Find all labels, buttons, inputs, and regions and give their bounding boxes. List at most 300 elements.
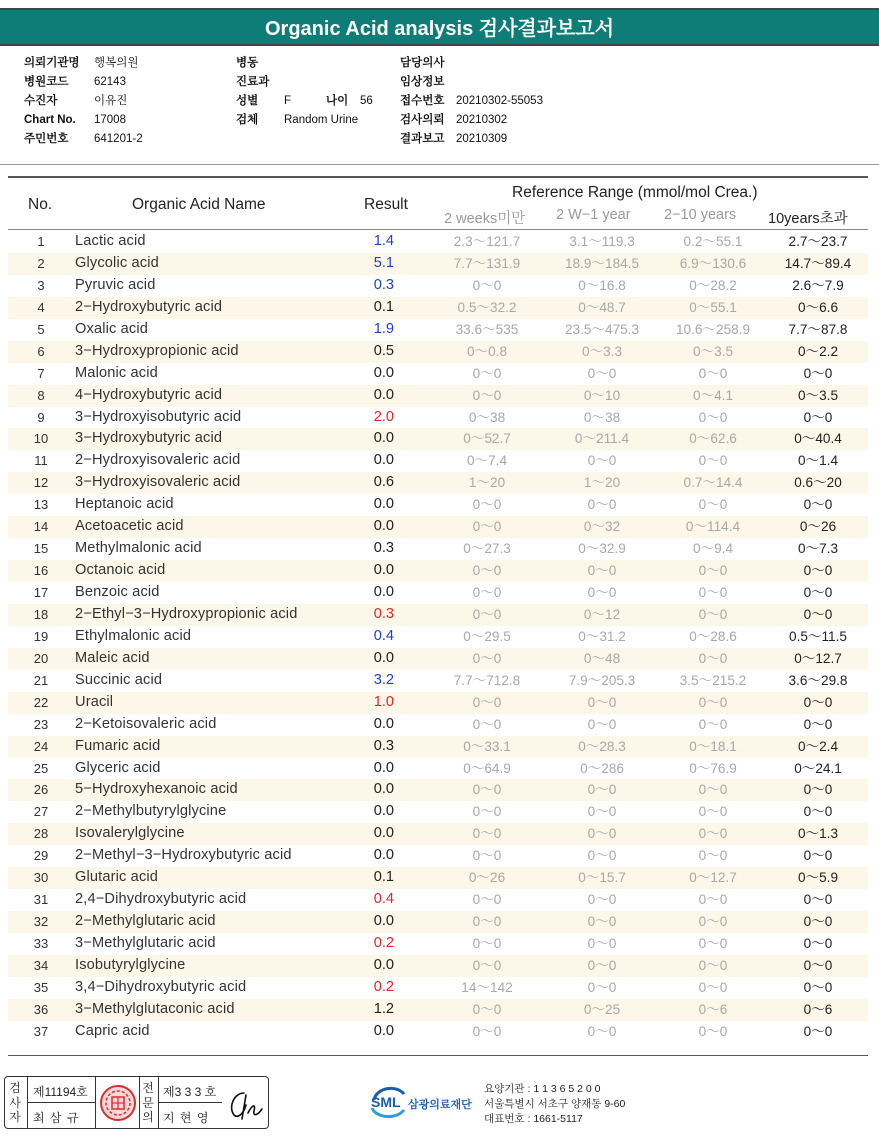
row-ref-1year: 0～12: [583, 606, 621, 622]
row-ref-1year: 0～0: [587, 826, 617, 842]
row-ref-10years: 0～62.6: [689, 431, 737, 447]
row-ref-10years: 0～0: [698, 585, 728, 600]
table-row: [8, 692, 868, 714]
row-acid-name: Glutaric acid: [75, 869, 159, 886]
table-row: [8, 845, 868, 867]
row-ref-1year: 0～0: [587, 694, 617, 710]
row-ref-10years: 0～0: [698, 694, 728, 710]
row-ref-over10years: 0～0: [803, 804, 833, 820]
row-ref-2weeks: 14～142: [461, 979, 513, 995]
row-ref-over10years: 3.6～29.8: [788, 672, 848, 688]
row-result: 0.3: [373, 540, 394, 557]
info-value: 20210302: [456, 114, 508, 126]
row-no: 14: [33, 519, 49, 535]
row-no: 22: [33, 694, 49, 710]
row-no: 21: [33, 672, 49, 688]
row-no: 1: [37, 234, 45, 249]
row-ref-over10years: 0～1.3: [797, 826, 839, 842]
row-acid-name: Succinic acid: [75, 671, 163, 688]
row-ref-2weeks: 0～0: [472, 936, 502, 951]
row-ref-10years: 0～6: [698, 1001, 728, 1017]
row-result: 0.0: [373, 649, 394, 666]
row-ref-2weeks: 0～0: [472, 957, 502, 973]
row-acid-name: Glycolic acid: [75, 254, 159, 271]
row-ref-2weeks: 0～0: [472, 277, 502, 293]
info-row: [24, 92, 143, 111]
row-ref-1year: 0～0: [587, 365, 617, 381]
row-acid-name: 3−Hydroxyisovaleric acid: [75, 474, 241, 491]
lab-phone: 대표번호 : 1661-5117: [484, 1113, 583, 1125]
row-acid-name: Lactic acid: [75, 233, 146, 249]
row-result: 1.2: [373, 1000, 394, 1017]
row-ref-1year: 18.9～184.5: [564, 255, 640, 271]
table-row: [8, 472, 868, 494]
header-no: No.: [28, 196, 53, 213]
row-ref-10years: 0～0: [698, 650, 728, 666]
row-ref-over10years: 0～12.7: [794, 650, 842, 666]
lab-info: [484, 1082, 625, 1127]
info-row: [236, 111, 373, 130]
row-no: 31: [33, 892, 49, 908]
row-ref-over10years: 0～0: [803, 716, 833, 732]
row-acid-name: Capric acid: [75, 1022, 150, 1039]
row-ref-1year: 0～3.3: [581, 343, 623, 359]
row-result: 0.4: [373, 891, 394, 908]
row-acid-name: 3−Hydroxypropionic acid: [75, 342, 239, 359]
row-acid-name: 2−Hydroxybutyric acid: [75, 298, 223, 315]
row-no: 3: [37, 277, 45, 293]
row-acid-name: Acetoacetic acid: [75, 518, 184, 535]
patient-info-col3: [400, 54, 543, 149]
specimen-label: 검체: [236, 114, 259, 126]
row-ref-10years: 0～0: [698, 409, 728, 425]
row-result: 2.0: [373, 408, 394, 425]
info-row: [24, 73, 143, 92]
row-ref-2weeks: 0～0: [472, 365, 502, 381]
table-header: [8, 178, 868, 230]
row-ref-2weeks: 0～0: [472, 848, 502, 864]
row-ref-2weeks: 7.7～131.9: [453, 255, 521, 271]
row-no: 30: [33, 870, 49, 886]
ward-label: 병동: [236, 57, 259, 69]
row-no: 4: [37, 299, 45, 315]
table-row: [8, 450, 868, 472]
table-body: [8, 231, 868, 1043]
row-ref-over10years: 0～2.2: [797, 343, 839, 359]
row-ref-10years: 0～0: [698, 497, 728, 513]
row-no: 13: [33, 497, 49, 513]
row-ref-10years: 0～0: [698, 826, 728, 842]
signature-box: [4, 1076, 269, 1129]
info-label: 의뢰기관명: [24, 57, 80, 69]
row-no: 29: [33, 848, 49, 864]
table-row: [8, 428, 868, 450]
divider: [27, 1102, 95, 1103]
row-result: 0.0: [373, 781, 394, 798]
row-ref-2weeks: 0～0: [472, 826, 502, 842]
row-no: 10: [33, 431, 49, 447]
row-acid-name: 2−Hydroxyisovaleric acid: [75, 452, 241, 469]
row-ref-10years: 0～0: [698, 782, 728, 798]
row-acid-name: 3−Methylglutaric acid: [75, 935, 216, 951]
header-ref-1year: 2 W−1 year: [556, 207, 631, 223]
row-ref-2weeks: 0～0: [472, 519, 502, 535]
row-acid-name: 2−Ketoisovaleric acid: [75, 715, 217, 732]
row-ref-1year: 0～0: [587, 914, 617, 930]
row-no: 26: [33, 782, 49, 798]
lab-address: 서울특별시 서초구 양재동 9-60: [484, 1098, 626, 1110]
row-ref-over10years: 0～6.6: [797, 299, 839, 315]
row-ref-1year: 0～10: [583, 387, 621, 403]
row-ref-1year: 0～38: [583, 409, 621, 425]
row-ref-over10years: 0～0: [803, 365, 833, 381]
row-ref-10years: 0～4.1: [692, 387, 734, 403]
row-ref-over10years: 0～0: [803, 497, 833, 513]
table-row: [8, 823, 868, 845]
row-result: 0.0: [373, 956, 394, 973]
row-ref-10years: 0～12.7: [689, 870, 737, 886]
row-ref-10years: 6.9～130.6: [679, 255, 747, 271]
row-result: 0.2: [373, 935, 394, 951]
signature-icon: [224, 1085, 266, 1123]
row-ref-over10years: 0.6～20: [794, 475, 842, 491]
row-ref-over10years: 0～0: [803, 914, 833, 930]
table-row: [8, 999, 868, 1021]
row-result: 0.4: [373, 627, 394, 644]
header-name: Organic Acid Name: [132, 196, 266, 213]
row-result: 0.0: [373, 825, 394, 842]
row-ref-over10years: 0～0: [803, 892, 833, 908]
row-result: 0.1: [373, 869, 394, 886]
row-acid-name: 2,4−Dihydroxybutyric acid: [75, 891, 247, 908]
row-ref-1year: 0～0: [587, 979, 617, 995]
row-acid-name: Benzoic acid: [75, 584, 160, 600]
table-row: [8, 626, 868, 648]
patient-info-col2: [236, 54, 373, 130]
row-ref-10years: 0～28.2: [689, 277, 737, 293]
table-row: [8, 911, 868, 933]
row-acid-name: Isovalerylglycine: [75, 825, 185, 842]
info-label: 검사의뢰: [400, 114, 445, 126]
table-row: [8, 736, 868, 758]
table-row: [8, 670, 868, 692]
row-ref-over10years: 0～40.4: [794, 431, 842, 447]
row-ref-over10years: 0～0: [803, 563, 833, 579]
tester-label: 검사자: [9, 1081, 21, 1124]
row-ref-over10years: 0～0: [803, 1023, 833, 1039]
row-ref-1year: 0～0: [587, 563, 617, 579]
info-label: 결과보고: [400, 133, 445, 145]
row-ref-2weeks: 7.7～712.8: [453, 672, 521, 688]
row-acid-name: 2−Methylglutaric acid: [75, 913, 216, 930]
row-ref-10years: 0～0: [698, 848, 728, 864]
table-row: [8, 231, 868, 253]
info-label: Chart No.: [24, 114, 76, 126]
table-row: [8, 363, 868, 385]
row-no: 9: [37, 409, 45, 425]
table-row: [8, 867, 868, 889]
row-ref-10years: 0～0: [698, 563, 728, 579]
row-ref-over10years: 0～7.3: [797, 541, 839, 557]
row-acid-name: 2−Methyl−3−Hydroxybutyric acid: [75, 847, 292, 864]
row-acid-name: Oxalic acid: [75, 320, 149, 337]
age-value: 56: [360, 95, 373, 107]
row-ref-over10years: 0～0: [803, 979, 833, 995]
row-no: 24: [33, 738, 49, 754]
row-result: 0.2: [373, 978, 394, 995]
age-label: 나이: [326, 95, 349, 107]
info-row: [400, 54, 543, 73]
row-ref-1year: 0～286: [580, 760, 624, 776]
row-ref-over10years: 0.5～11.5: [789, 628, 847, 644]
table-row: [8, 582, 868, 604]
row-ref-2weeks: 0～0: [472, 716, 502, 732]
row-result: 0.0: [373, 847, 394, 864]
row-ref-over10years: 2.7～23.7: [788, 234, 848, 249]
row-ref-10years: 0～0: [698, 1023, 728, 1039]
row-ref-over10years: 0～0: [803, 957, 833, 973]
row-ref-10years: 0～114.4: [685, 519, 741, 535]
header-reference: Reference Range (mmol/mol Crea.): [512, 184, 758, 201]
row-no: 16: [33, 563, 49, 579]
org-name: 삼광의료재단: [408, 1099, 472, 1111]
row-ref-10years: 0～55.1: [689, 299, 737, 315]
row-ref-2weeks: 0～7.4: [466, 453, 508, 469]
sex-value: F: [284, 95, 292, 107]
row-ref-over10years: 0～1.4: [797, 453, 839, 469]
row-ref-2weeks: 0～33.1: [463, 738, 511, 754]
row-ref-2weeks: 1～20: [468, 475, 506, 491]
row-ref-2weeks: 33.6～535: [455, 321, 519, 337]
table-row: [8, 494, 868, 516]
table-row: [8, 758, 868, 780]
row-no: 19: [33, 628, 49, 644]
row-ref-2weeks: 0～26: [468, 870, 506, 886]
info-value: 641201-2: [94, 133, 143, 145]
row-ref-2weeks: 0～0: [472, 804, 502, 820]
info-label: 주민번호: [24, 133, 69, 145]
row-ref-2weeks: 0～52.7: [463, 431, 511, 447]
row-no: 7: [37, 365, 45, 381]
row-ref-over10years: 0～0: [803, 409, 833, 425]
table-row: [8, 407, 868, 429]
row-ref-2weeks: 2.3～121.7: [453, 234, 521, 249]
row-ref-2weeks: 0～0: [472, 914, 502, 930]
row-ref-over10years: 0～5.9: [797, 870, 839, 886]
table-row: [8, 714, 868, 736]
specialist-name: 지 현 영: [163, 1111, 210, 1125]
table-row: [8, 253, 868, 275]
divider: [158, 1102, 222, 1103]
row-no: 35: [33, 979, 49, 995]
patient-info-col1: [24, 54, 143, 149]
info-row: [236, 54, 373, 73]
row-no: 20: [33, 650, 49, 666]
row-result: 0.0: [373, 715, 394, 732]
info-label: 수진자: [24, 95, 58, 107]
row-no: 2: [37, 255, 45, 271]
info-value: 행복의원: [94, 57, 139, 69]
row-ref-over10years: 0～2.4: [797, 738, 839, 754]
row-acid-name: Malonic acid: [75, 364, 158, 381]
row-ref-2weeks: 0～0: [472, 563, 502, 579]
info-label: 접수번호: [400, 95, 445, 107]
row-ref-10years: 0～0: [698, 957, 728, 973]
row-ref-over10years: 0～0: [803, 848, 833, 864]
row-ref-1year: 0～0: [587, 936, 617, 951]
table-row: [8, 275, 868, 297]
row-ref-10years: 0～0: [698, 936, 728, 951]
info-value: 17008: [94, 114, 126, 126]
table-row: [8, 538, 868, 560]
row-ref-2weeks: 0～0: [472, 497, 502, 513]
row-ref-1year: 1～20: [583, 475, 621, 491]
row-acid-name: Uracil: [75, 693, 114, 710]
row-ref-2weeks: 0～0: [472, 585, 502, 600]
lab-code: 요양기관 : 1 1 3 6 5 2 0 0: [484, 1083, 601, 1095]
row-result: 0.3: [373, 276, 394, 293]
row-result: 0.0: [373, 518, 394, 535]
row-ref-2weeks: 0～0: [472, 387, 502, 403]
row-acid-name: Ethylmalonic acid: [75, 627, 192, 644]
row-ref-2weeks: 0～0: [472, 1023, 502, 1039]
row-result: 0.0: [373, 430, 394, 447]
info-row: [400, 73, 543, 92]
info-row: [400, 130, 543, 149]
table-row: [8, 297, 868, 319]
row-ref-1year: 0～0: [587, 1023, 617, 1039]
info-row: [24, 111, 143, 130]
table-row: [8, 604, 868, 626]
row-ref-10years: 0.2～55.1: [683, 234, 743, 249]
row-ref-10years: 0.7～14.4: [683, 475, 743, 491]
table-row: [8, 779, 868, 801]
row-no: 33: [33, 936, 49, 951]
tester-name: 최 삼 규: [33, 1111, 80, 1125]
row-no: 17: [33, 585, 49, 600]
row-ref-1year: 0～211.4: [574, 431, 630, 447]
row-acid-name: 2−Methylbutyrylglycine: [75, 803, 227, 820]
row-acid-name: 4−Hydroxybutyric acid: [75, 386, 223, 403]
row-result: 5.1: [373, 254, 394, 271]
row-result: 1.4: [373, 233, 394, 249]
row-ref-1year: 0～0: [587, 585, 617, 600]
row-ref-1year: 0～16.8: [578, 277, 626, 293]
row-result: 1.0: [373, 693, 394, 710]
row-acid-name: Octanoic acid: [75, 562, 166, 579]
row-no: 23: [33, 716, 49, 732]
info-row: [24, 130, 143, 149]
row-ref-10years: 0～0: [698, 365, 728, 381]
info-row: [24, 54, 143, 73]
row-ref-2weeks: 0～0: [472, 694, 502, 710]
row-ref-over10years: 0～0: [803, 936, 833, 951]
row-ref-2weeks: 0～0: [472, 606, 502, 622]
row-acid-name: 5−Hydroxyhexanoic acid: [75, 781, 238, 798]
row-no: 25: [33, 760, 49, 776]
row-ref-10years: 0～76.9: [689, 760, 737, 776]
row-ref-over10years: 0～3.5: [797, 387, 839, 403]
table-row: [8, 801, 868, 823]
row-no: 12: [33, 475, 49, 491]
tester-license: 제11194호: [33, 1085, 88, 1099]
row-acid-name: Methylmalonic acid: [75, 540, 202, 557]
info-row: [400, 92, 543, 111]
row-acid-name: 3−Hydroxybutyric acid: [75, 430, 223, 447]
row-ref-1year: 0～15.7: [578, 870, 626, 886]
report-title: Organic Acid analysis 검사결과보고서: [0, 8, 879, 46]
row-ref-over10years: 0～0: [803, 585, 833, 600]
sml-logo-icon: [366, 1082, 410, 1122]
logo-text: SML: [371, 1094, 401, 1110]
row-ref-10years: 0～0: [698, 606, 728, 622]
table-row: [8, 889, 868, 911]
row-ref-1year: 3.1～119.3: [569, 234, 635, 249]
row-result: 0.0: [373, 803, 394, 820]
row-no: 36: [33, 1001, 49, 1017]
row-ref-2weeks: 0～38: [468, 409, 506, 425]
row-result: 0.0: [373, 364, 394, 381]
row-ref-10years: 0～18.1: [689, 738, 737, 754]
row-no: 32: [33, 914, 49, 930]
row-ref-2weeks: 0.5～32.2: [457, 299, 517, 315]
row-no: 5: [37, 321, 45, 337]
specialist-label: 전문의: [142, 1081, 154, 1124]
row-acid-name: 3,4−Dihydroxybutyric acid: [75, 978, 247, 995]
row-ref-over10years: 0～24.1: [794, 760, 842, 776]
row-result: 0.0: [373, 1022, 394, 1039]
row-ref-over10years: 14.7～89.4: [784, 255, 852, 271]
row-acid-name: 3−Hydroxyisobutyric acid: [75, 408, 242, 425]
row-no: 27: [33, 804, 49, 820]
table-row: [8, 560, 868, 582]
row-ref-over10years: 7.7～87.8: [788, 321, 848, 337]
row-result: 0.6: [373, 474, 394, 491]
row-ref-2weeks: 0～29.5: [463, 628, 511, 644]
row-ref-1year: 0～0: [587, 716, 617, 732]
info-row: [400, 111, 543, 130]
divider: [95, 1077, 96, 1128]
row-ref-1year: 23.5～475.3: [564, 321, 640, 337]
row-ref-1year: 0～0: [587, 892, 617, 908]
row-ref-10years: 0～9.4: [692, 541, 734, 557]
row-ref-10years: 0～0: [698, 453, 728, 469]
header-ref-2weeks: 2 weeks미만: [444, 211, 526, 227]
row-ref-10years: 0～0: [698, 892, 728, 908]
row-ref-over10years: 0～0: [803, 694, 833, 710]
row-result: 0.0: [373, 913, 394, 930]
row-no: 18: [33, 606, 49, 622]
table-row: [8, 319, 868, 341]
table-row: [8, 955, 868, 977]
row-ref-2weeks: 0～0: [472, 650, 502, 666]
row-result: 0.0: [373, 452, 394, 469]
row-ref-2weeks: 0～0.8: [466, 343, 508, 359]
info-row: [236, 92, 373, 111]
row-result: 1.9: [373, 320, 394, 337]
row-result: 0.0: [373, 386, 394, 403]
row-acid-name: 2−Ethyl−3−Hydroxypropionic acid: [75, 605, 298, 622]
row-ref-2weeks: 0～0: [472, 782, 502, 798]
row-result: 0.0: [373, 584, 394, 600]
seal-stamp-icon: [99, 1083, 137, 1123]
row-no: 11: [34, 453, 48, 469]
divider: [0, 164, 879, 165]
row-ref-10years: 0～0: [698, 914, 728, 930]
info-value: 20210309: [456, 133, 508, 145]
table-row: [8, 977, 868, 999]
row-ref-1year: 0～28.3: [578, 738, 626, 754]
